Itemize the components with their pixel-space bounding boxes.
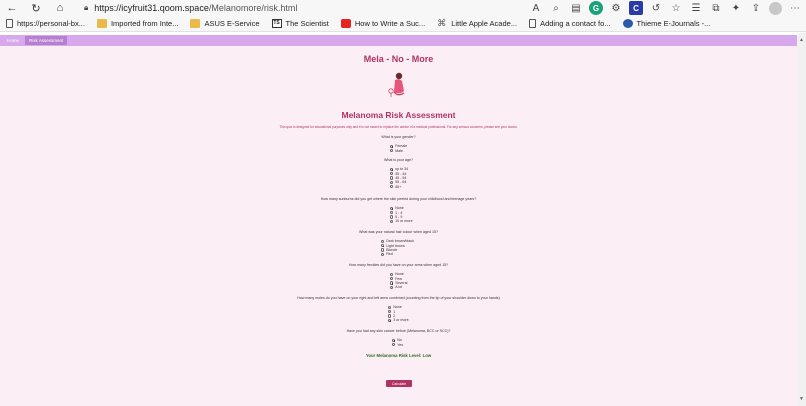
immersive-reader-icon[interactable]: ▤ xyxy=(571,2,581,14)
page-content xyxy=(0,46,797,406)
radio-option[interactable]: Dark brown/black xyxy=(381,239,414,243)
risk-result-text: Your Melanoma Risk Level: Low xyxy=(365,353,432,358)
radio-button[interactable] xyxy=(388,314,391,317)
radio-option[interactable]: 1 - 4 xyxy=(390,210,413,214)
youtube-icon xyxy=(341,19,351,28)
question-hair-colour: What was your natural hair colour when aged 15? xyxy=(358,230,439,234)
gender-options xyxy=(390,144,407,153)
radio-button[interactable] xyxy=(381,244,384,247)
radio-button[interactable] xyxy=(390,215,393,218)
radio-button[interactable] xyxy=(390,211,393,214)
page-icon xyxy=(6,19,13,28)
bookmark-item[interactable]: https://personal-bx... xyxy=(6,19,85,28)
radio-button[interactable] xyxy=(381,248,384,251)
radio-option[interactable]: 3 or more xyxy=(388,318,409,322)
radio-option[interactable]: Few xyxy=(390,276,407,280)
more-icon[interactable]: ⋯ xyxy=(790,2,800,14)
radio-button[interactable] xyxy=(381,240,384,243)
read-aloud-icon[interactable]: A xyxy=(532,2,540,14)
page-scrollbar[interactable] xyxy=(797,33,806,406)
bookmark-item[interactable]: ⌘ Little Apple Acade... xyxy=(437,18,518,28)
scroll-up-icon[interactable]: ▲ xyxy=(799,37,804,43)
grammarly-icon[interactable]: G xyxy=(589,1,603,15)
bookmark-item[interactable]: TS The Scientist xyxy=(273,19,329,28)
profile-avatar[interactable] xyxy=(769,2,782,15)
radio-button[interactable] xyxy=(390,207,393,210)
radio-option[interactable]: 35 - 44 xyxy=(390,171,408,175)
folder-icon xyxy=(190,19,200,28)
collections-icon[interactable]: ⧉ xyxy=(712,2,720,14)
question-sunburns: How many sunburns did you get where the skin peeled during your childhood and teenage years? xyxy=(320,197,477,201)
extension-icon[interactable]: ⚙ xyxy=(611,2,621,14)
radio-button[interactable] xyxy=(390,220,393,223)
radio-button[interactable] xyxy=(390,286,393,289)
zoom-icon[interactable]: ⌕ xyxy=(553,2,559,14)
radio-option[interactable]: 1 xyxy=(388,309,409,313)
nav-home-link[interactable]: Home xyxy=(7,38,20,43)
extensions-icon[interactable]: ✦ xyxy=(731,2,741,14)
freckle-options xyxy=(390,272,407,290)
bookmark-item[interactable]: Adding a contact fo... xyxy=(529,19,610,28)
radio-button[interactable] xyxy=(388,319,391,322)
bookmark-item[interactable]: Thieme E-Journals -... xyxy=(623,19,711,28)
sunbather-logo-icon xyxy=(386,71,410,99)
refresh-icon[interactable]: ↻ xyxy=(31,2,41,15)
question-age: What is your age? xyxy=(384,158,413,162)
bookmark-item[interactable]: ASUS E-Service xyxy=(190,19,259,28)
radio-button[interactable] xyxy=(390,176,393,179)
nav-risk-assessment-link[interactable]: Risk Assessment xyxy=(25,36,67,45)
back-icon[interactable]: ← xyxy=(6,2,18,14)
radio-option[interactable]: None xyxy=(390,206,413,210)
radio-button[interactable] xyxy=(388,306,391,309)
lock-icon: 🔒︎ xyxy=(84,3,89,12)
radio-option[interactable]: 10 or more xyxy=(390,219,413,223)
age-options xyxy=(390,167,408,189)
address-bar[interactable] xyxy=(84,1,554,15)
radio-button[interactable] xyxy=(390,168,393,171)
radio-button[interactable] xyxy=(390,273,393,276)
ts-icon: TS xyxy=(273,20,280,26)
folder-icon xyxy=(97,19,107,28)
refresh-ext-icon[interactable]: ↺ xyxy=(651,2,661,14)
bookmarks-bar xyxy=(0,16,806,32)
hair-colour-options xyxy=(381,239,414,257)
radio-option[interactable]: Blonde xyxy=(381,248,414,252)
radio-option[interactable]: up to 34 xyxy=(390,167,408,171)
radio-option[interactable]: Several xyxy=(390,281,407,285)
favorites-bar-icon[interactable]: ☰ xyxy=(691,2,701,14)
radio-option[interactable]: None xyxy=(390,272,407,276)
thieme-icon xyxy=(623,19,633,28)
home-icon[interactable]: ⌂ xyxy=(56,2,64,14)
radio-option[interactable]: Female xyxy=(390,144,407,148)
skin-cancer-options xyxy=(392,338,403,347)
radio-button[interactable] xyxy=(390,281,393,284)
radio-option[interactable]: None xyxy=(388,305,409,309)
radio-button[interactable] xyxy=(390,172,393,175)
url-host: https://icyfruit31.qoom.space xyxy=(94,3,209,13)
share-icon[interactable]: ⇪ xyxy=(751,2,761,14)
radio-option[interactable]: Red xyxy=(381,252,414,256)
question-skin-cancer: Have you had any skin cancer before (Melanoma, BCC or SCC)? xyxy=(346,329,451,333)
mole-options xyxy=(388,305,409,323)
radio-button[interactable] xyxy=(392,339,395,342)
scroll-down-icon[interactable]: ▼ xyxy=(799,396,804,402)
radio-option[interactable]: 65+ xyxy=(390,185,408,189)
radio-option[interactable]: 45 - 54 xyxy=(390,176,408,180)
radio-option[interactable]: 2 xyxy=(388,314,409,318)
browser-toolbar xyxy=(0,0,806,16)
url-path: /Melanomore/risk.html xyxy=(208,3,298,13)
radio-option[interactable]: 5 - 9 xyxy=(390,215,413,219)
radio-option[interactable]: No xyxy=(392,338,403,342)
radio-button[interactable] xyxy=(390,181,393,184)
radio-button[interactable] xyxy=(392,343,395,346)
radio-button[interactable] xyxy=(381,253,384,256)
radio-button[interactable] xyxy=(390,149,393,152)
bookmark-item[interactable]: How to Write a Suc... xyxy=(341,19,425,28)
extension-c-icon[interactable]: C xyxy=(629,1,643,15)
radio-button[interactable] xyxy=(390,277,393,280)
site-navbar xyxy=(0,35,797,46)
sunburn-options xyxy=(390,206,413,224)
radio-option[interactable]: Male xyxy=(390,148,407,152)
radio-button[interactable] xyxy=(390,145,393,148)
radio-button[interactable] xyxy=(390,185,393,188)
question-gender: What is your gender? xyxy=(381,135,416,139)
disclaimer-text: This quiz is designed for educational purposes only and it is not meant to replace the advice of a medical professional. For any serious concerns, please see your doctor. xyxy=(279,125,518,129)
page-icon xyxy=(529,19,536,28)
radio-option[interactable]: A lot xyxy=(390,285,407,289)
radio-button[interactable] xyxy=(388,310,391,313)
question-freckles: How many freckles did you have on your arms when aged 15? xyxy=(348,263,449,267)
page-title: Melanoma Risk Assessment xyxy=(341,110,456,120)
site-title: Mela - No - More xyxy=(363,54,434,64)
radio-option[interactable]: Yes xyxy=(392,342,403,346)
radio-option[interactable]: 55 - 64 xyxy=(390,180,408,184)
apple-icon: ⌘ xyxy=(437,18,447,28)
bookmark-item[interactable]: Imported from Inte... xyxy=(97,19,179,28)
favorites-icon[interactable]: ☆ xyxy=(671,2,681,14)
radio-option[interactable]: Light brown xyxy=(381,243,414,247)
calculate-button[interactable]: Calculate xyxy=(386,380,412,387)
question-moles: How many moles do you have on your right and left arms combined (counting from the tip of your shoulder down to your hands) xyxy=(297,296,500,300)
